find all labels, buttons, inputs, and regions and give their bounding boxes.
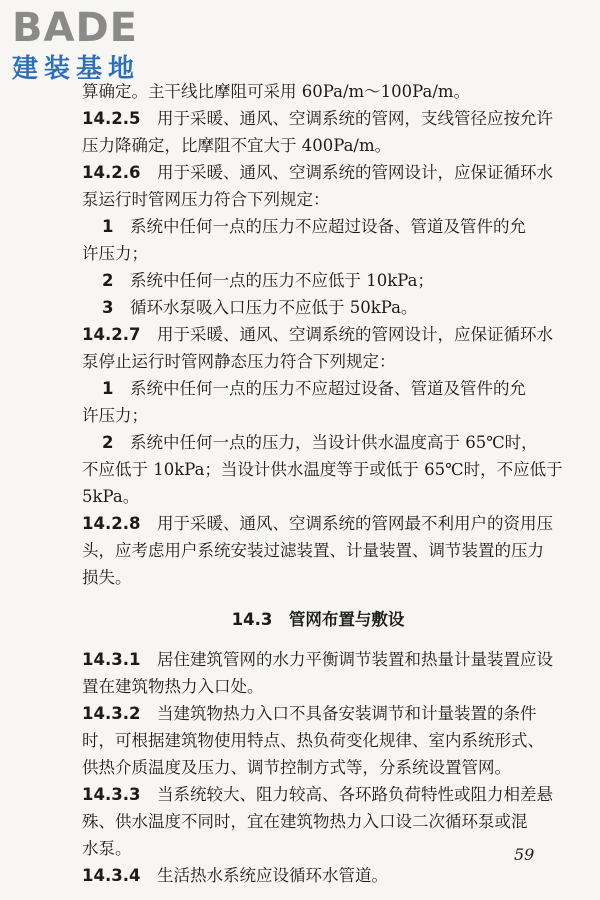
text-line [82, 646, 554, 673]
clause-number: 14.2.7 [82, 325, 141, 344]
line-text: 殊、供水温度不同时，宜在建筑物热力入口设二次循环泵或混 [82, 812, 528, 831]
clause-number: 2 [102, 433, 114, 452]
line-text: 用于采暖、通风、空调系统的管网，支线管径应按允许 [156, 109, 553, 128]
line-text: 系统中任何一点的压力不应超过设备、管道及管件的允 [129, 379, 526, 398]
line-text: 泵运行时管网压力符合下列规定： [82, 190, 330, 209]
text-line [82, 159, 554, 186]
line-text: 系统中任何一点的压力，当设计供水温度高于 65℃时， [129, 433, 538, 452]
line-text: 许压力； [82, 406, 148, 425]
section-heading: 14.3 管网布置与敷设 [231, 610, 405, 629]
clause-paragraph [82, 375, 554, 429]
clause-paragraph [82, 294, 554, 321]
text-line [82, 781, 554, 808]
text-line [82, 835, 554, 862]
text-line [82, 537, 554, 564]
document-body [82, 78, 563, 889]
line-text: 生活热水系统应设循环水管道。 [156, 866, 388, 885]
clause-number: 14.3.4 [82, 866, 141, 885]
text-line [82, 294, 554, 321]
clause-number: 14.2.8 [82, 514, 141, 533]
line-text: 许压力； [82, 244, 148, 263]
text-line [82, 132, 554, 159]
logo-wordmark: BADE [12, 5, 138, 51]
text-line [82, 808, 554, 835]
line-text: 置在建筑物热力入口处。 [82, 677, 264, 696]
text-line [82, 375, 554, 402]
text-line [82, 700, 554, 727]
text-line [82, 402, 554, 429]
clause-paragraph [82, 78, 554, 105]
line-text: 用于采暖、通风、空调系统的管网最不利用户的资用压 [156, 514, 553, 533]
line-text: 循环水泵吸入口压力不应低于 50kPa。 [129, 298, 418, 317]
line-text: 压力降确定，比摩阻不宜大于 400Pa/m。 [82, 136, 392, 155]
clause-paragraph [82, 646, 554, 700]
line-text: 水泵。 [82, 839, 132, 858]
text-line [82, 456, 563, 483]
clause-number: 1 [102, 217, 114, 236]
line-text: 系统中任何一点的压力不应超过设备、管道及管件的允 [129, 217, 526, 236]
text-line [82, 240, 554, 267]
clause-number: 14.2.5 [82, 109, 141, 128]
clause-paragraph [82, 429, 563, 510]
clause-number: 14.3.2 [82, 704, 141, 723]
clause-paragraph [82, 105, 554, 159]
line-text: 居住建筑管网的水力平衡调节装置和热量计量装置应设 [156, 650, 553, 669]
line-text: 不应低于 10kPa；当设计供水温度等于或低于 65℃时，不应低于 [82, 460, 563, 479]
line-text: 损失。 [82, 568, 132, 587]
line-text: 时，可根据建筑物使用特点、热负荷变化规律、室内系统形式、 [82, 731, 544, 750]
clause-paragraph [82, 862, 554, 889]
line-text: 当建筑物热力入口不具备安装调节和计量装置的条件 [156, 704, 537, 723]
clause-paragraph [82, 781, 554, 862]
text-line [82, 348, 554, 375]
text-line [82, 862, 554, 889]
text-line [82, 429, 554, 456]
clause-number: 1 [102, 379, 114, 398]
line-text: 算确定。主干线比摩阻可采用 60Pa/m～100Pa/m。 [82, 82, 471, 101]
clause-number: 14.3.1 [82, 650, 141, 669]
text-line [82, 510, 554, 537]
logo-chinese-text: 建装基地 [12, 54, 141, 84]
line-text: 系统中任何一点的压力不应低于 10kPa； [129, 271, 434, 290]
line-text: 供热介质温度及压力、调节控制方式等，分系统设置管网。 [82, 758, 511, 777]
clause-number: 14.2.6 [82, 163, 141, 182]
line-text: 泵停止运行时管网静态压力符合下列规定： [82, 352, 396, 371]
text-line [82, 321, 554, 348]
line-text: 头，应考虑用户系统安装过滤装置、计量装置、调节装置的压力 [82, 541, 544, 560]
text-line [82, 564, 554, 591]
clause-paragraph [82, 321, 554, 375]
text-line [82, 267, 554, 294]
text-line [82, 78, 554, 105]
line-text: 当系统较大、阻力较高、各环路负荷特性或阻力相差悬 [156, 785, 553, 804]
clause-paragraph [82, 510, 554, 591]
line-text: 5kPa。 [82, 487, 140, 506]
text-line [82, 213, 554, 240]
clause-paragraph [82, 267, 554, 294]
clause-number: 14.3.3 [82, 785, 141, 804]
clause-paragraph [82, 159, 554, 213]
text-line [82, 186, 554, 213]
line-text: 用于采暖、通风、空调系统的管网设计，应保证循环水 [156, 325, 553, 344]
text-line [82, 105, 554, 132]
text-line [82, 673, 554, 700]
clause-number: 3 [102, 298, 114, 317]
clause-number: 2 [102, 271, 114, 290]
text-line [82, 754, 554, 781]
line-text: 用于采暖、通风、空调系统的管网设计，应保证循环水 [156, 163, 553, 182]
clause-paragraph [82, 213, 554, 267]
page-number: 59 [514, 845, 535, 864]
text-line [82, 727, 554, 754]
clause-paragraph [82, 700, 554, 781]
text-line [82, 483, 554, 510]
